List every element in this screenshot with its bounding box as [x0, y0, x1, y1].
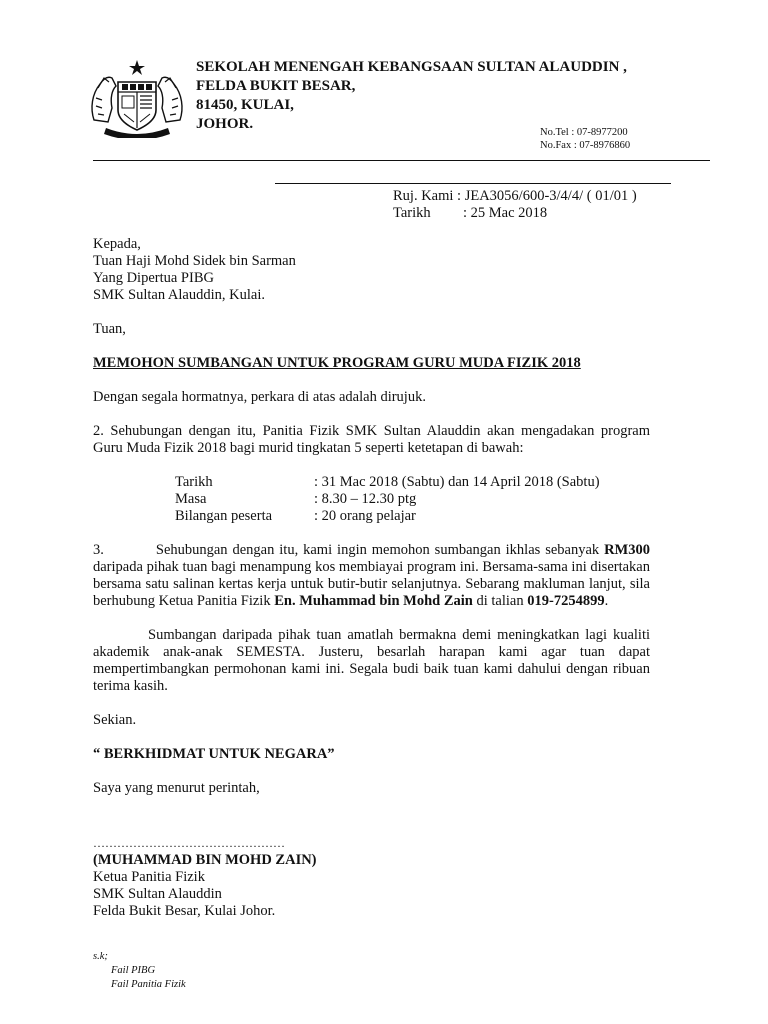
- signatory-school: SMK Sultan Alauddin: [93, 886, 222, 902]
- paragraph-3-text-3: di talian: [472, 593, 528, 609]
- paragraph-4: Sumbangan daripada pihak tuan amatlah bermakna demi meningkatkan lagi kualiti akademik anak-anak SEMESTA. Justeru, besarlah harapan kami agar tuan dapat mempertimbangkan permohonan kami ini. Segala budi baik tuan kami dahului dengan ribuan terima kasih.: [93, 627, 650, 694]
- date-label: Tarikh: [393, 205, 431, 221]
- paragraph-3-text-2: daripada pihak tuan bagi menampung kos membiayai program ini. Bersama-sama ini disertakan bersama satu salinan kertas kerja untuk butir-butir selanjutnya. Sebarang makluman lanjut, sila berhubung Ketua Panitia Fizik: [93, 559, 650, 609]
- greeting: Tuan,: [93, 321, 126, 337]
- school-state-line: JOHOR.: [196, 116, 254, 132]
- school-postcode-line: 81450, KULAI,: [196, 97, 294, 113]
- fax-number: No.Fax : 07-8976860: [540, 140, 631, 151]
- copy-to-label: s.k;: [93, 951, 108, 962]
- detail-value: : 31 Mac 2018 (Sabtu) dan 14 April 2018 (Sabtu): [314, 474, 600, 490]
- school-name-block: [196, 58, 627, 134]
- detail-row: [175, 508, 600, 525]
- detail-row: [175, 474, 600, 491]
- contact-phone: 019-7254899: [527, 593, 605, 609]
- copy-to-block: [93, 950, 186, 992]
- sign-off: Saya yang menurut perintah,: [93, 780, 260, 796]
- signature-line: …………………………………………: [93, 836, 285, 850]
- program-details: [175, 474, 650, 525]
- detail-label: Masa: [175, 491, 207, 507]
- school-address-line: FELDA BUKIT BESAR,: [196, 78, 356, 94]
- paragraph-3-text-1: Sehubungan dengan itu, kami ingin memohon sumbangan ikhlas sebanyak: [155, 542, 605, 558]
- phone-number: No.Tel : 07-8977200: [540, 127, 628, 138]
- copy-to-item: Fail PIBG: [111, 965, 156, 976]
- paragraph-3: [93, 542, 650, 610]
- recipient-name: Tuan Haji Mohd Sidek bin Sarman: [93, 253, 296, 269]
- copy-to-item: Fail Panitia Fizik: [111, 979, 186, 990]
- recipient-address: SMK Sultan Alauddin, Kulai.: [93, 287, 265, 303]
- motto: “ BERKHIDMAT UNTUK NEGARA”: [93, 746, 335, 762]
- signatory-position: Ketua Panitia Fizik: [93, 869, 205, 885]
- signatory-address: Felda Bukit Besar, Kulai Johor.: [93, 903, 276, 919]
- school-crest-logo: [86, 58, 188, 138]
- detail-value: : 20 orang pelajar: [314, 508, 416, 524]
- subject-line: MEMOHON SUMBANGAN UNTUK PROGRAM GURU MUDA FIZIK 2018: [93, 355, 581, 371]
- paragraph-3-text-4: .: [604, 593, 609, 609]
- letter-date: : 25 Mac 2018: [463, 205, 548, 221]
- reference-block: [393, 188, 637, 222]
- paragraph-3-number: 3.: [93, 542, 104, 558]
- ref-number: : JEA3056/600-3/4/4/ ( 01/01 ): [457, 188, 637, 204]
- contact-block: [540, 126, 630, 152]
- letterhead-divider: [93, 160, 710, 161]
- donation-amount: RM300: [604, 542, 650, 558]
- detail-row: [175, 491, 600, 508]
- paragraph-2: 2. Sehubungan dengan itu, Panitia Fizik SMK Sultan Alauddin akan mengadakan program Guru Muda Fizik 2018 bagi murid tingkatan 5 seperti ketetapan di bawah:: [93, 423, 650, 456]
- detail-label: Bilangan peserta: [175, 508, 273, 524]
- paragraph-1: Dengan segala hormatnya, perkara di atas adalah dirujuk.: [93, 389, 426, 405]
- recipient-title: Yang Dipertua PIBG: [93, 270, 214, 286]
- letter-body: [93, 236, 650, 920]
- detail-value: : 8.30 – 12.30 ptg: [314, 491, 417, 507]
- closing: Sekian.: [93, 712, 137, 728]
- contact-person: En. Muhammad bin Mohd Zain: [274, 593, 473, 609]
- reference-divider: [275, 183, 671, 184]
- signatory-name: (MUHAMMAD BIN MOHD ZAIN): [93, 852, 317, 868]
- detail-label: Tarikh: [175, 474, 213, 490]
- ref-label: Ruj. Kami: [393, 188, 454, 204]
- recipient-to: Kepada,: [93, 236, 141, 252]
- school-name-line: SEKOLAH MENENGAH KEBANGSAAN SULTAN ALAUDDIN ,: [196, 59, 627, 75]
